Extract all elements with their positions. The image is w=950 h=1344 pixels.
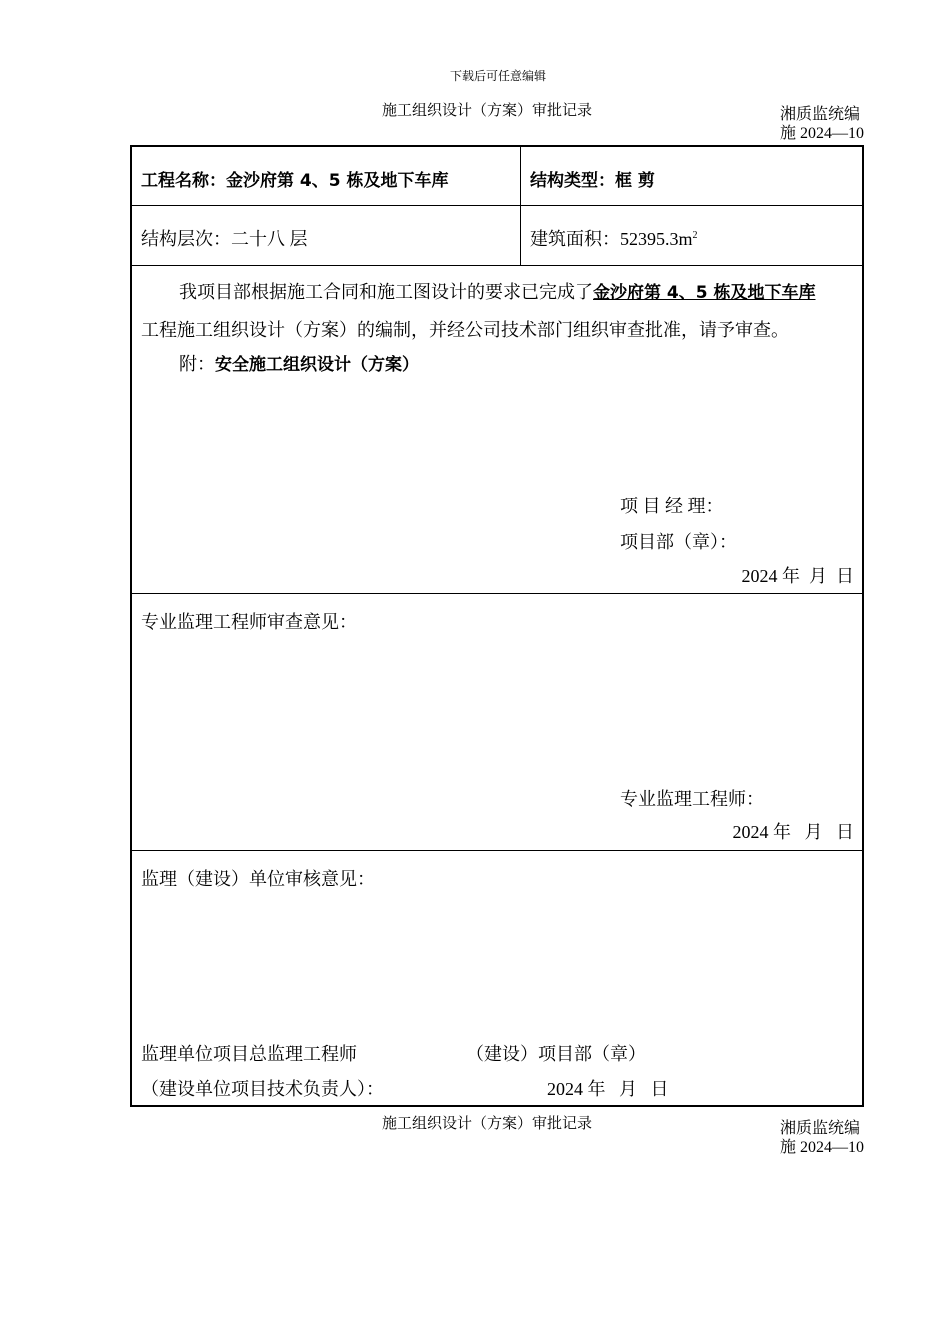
area-field [530, 225, 698, 251]
approval-form-table [130, 145, 864, 1107]
attachment-line [179, 350, 419, 376]
declaration-line1 [179, 278, 816, 304]
tech-lead-label: （建设单位项目技术负责人）： [141, 1079, 384, 1099]
project-name-field [141, 166, 449, 191]
form-title: 施工组织设计（方案）审批记录 [382, 103, 593, 119]
attachment-label: 附： [179, 354, 215, 374]
footer-form-code [780, 1119, 864, 1157]
row-divider [132, 265, 862, 266]
area-label: 建筑面积： [530, 229, 620, 249]
footer-form-title: 施工组织设计（方案）审批记录 [382, 1116, 593, 1132]
unit-review-date: 2024 年 月 日 [547, 1079, 669, 1099]
row-divider [132, 850, 862, 851]
structure-type-value: 框 剪 [615, 171, 655, 191]
floors-value: 二十八 层 [231, 229, 308, 249]
footer-form-code-line1: 湘质监统编 [780, 1120, 861, 1137]
footer-form-code-line2: 施 2024—10 [780, 1139, 865, 1156]
declaration-project-name: 金沙府第 4、5 栋及地下车库 [593, 283, 816, 303]
form-code-line1: 湘质监统编 [780, 106, 861, 123]
structure-type-label: 结构类型： [530, 171, 615, 191]
unit-review-label: 监理（建设）单位审核意见： [141, 869, 375, 889]
engineer-review-label: 专业监理工程师审查意见： [141, 612, 357, 632]
row-divider [132, 205, 862, 206]
declaration-date: 2024 年 月 日 [741, 566, 854, 586]
project-name-label: 工程名称： [141, 171, 226, 191]
engineer-signer-label: 专业监理工程师： [620, 789, 764, 809]
floors-field [141, 225, 308, 251]
declaration-intro: 我项目部根据施工合同和施工图设计的要求已完成了 [179, 282, 593, 302]
download-note: 下载后可任意编辑 [449, 69, 546, 83]
form-code-line2: 施 2024—10 [780, 125, 865, 142]
floors-label: 结构层次： [141, 229, 231, 249]
structure-type-field [530, 166, 655, 191]
engineer-review-date: 2024 年 月 日 [732, 822, 854, 842]
area-unit-superscript: 2 [692, 230, 698, 241]
project-dept-seal-label: 项目部（章）： [620, 532, 737, 552]
attachment-value: 安全施工组织设计（方案） [215, 355, 419, 375]
declaration-line2: 工程施工组织设计（方案）的编制，并经公司技术部门组织审查批准，请予审查。 [141, 320, 789, 340]
column-divider [520, 147, 521, 265]
chief-engineer-label: 监理单位项目总监理工程师 [141, 1044, 357, 1064]
form-code [780, 105, 864, 143]
construction-dept-seal-label: （建设）项目部（章） [466, 1044, 646, 1064]
area-value: 52395.3m [620, 229, 693, 249]
project-manager-label: 项 目 经 理： [620, 496, 724, 516]
row-divider [132, 593, 862, 594]
project-name-value: 金沙府第 4、5 栋及地下车库 [226, 171, 449, 191]
